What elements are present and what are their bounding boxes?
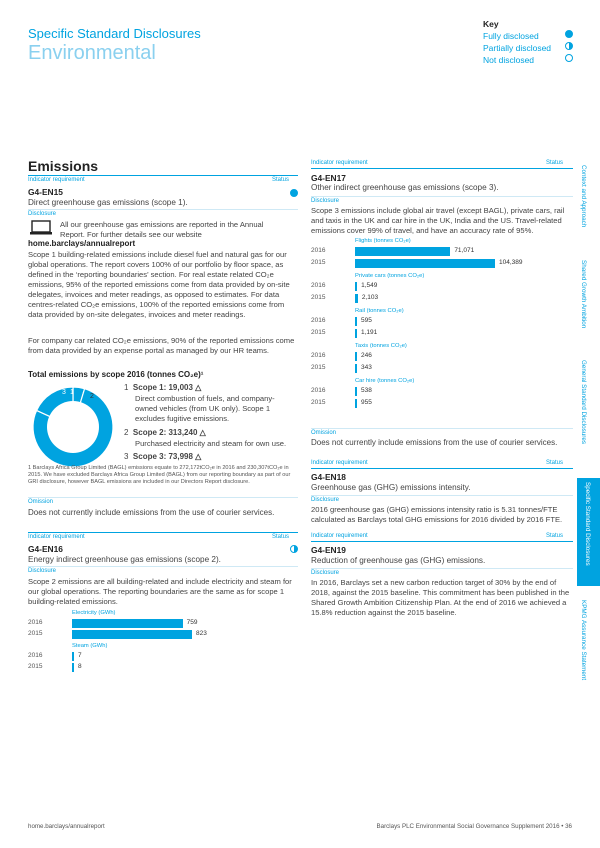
divider <box>28 497 298 498</box>
category-label: 2015 <box>311 364 326 371</box>
divider <box>311 568 573 569</box>
divider <box>28 566 298 567</box>
scope-pie-chart <box>28 382 118 472</box>
en18-title: Greenhouse gas (GHG) emissions intensity. <box>311 483 471 492</box>
section-title: Specific Standard Disclosures <box>28 26 201 41</box>
category-label: 2016 <box>311 317 326 324</box>
footer-page-info: Barclays PLC Environmental Social Governance Supplement 2016 • 36 <box>376 823 572 830</box>
sidebar-item-general[interactable]: General Standard Disclosures <box>580 360 587 444</box>
series-label: Private cars (tonnes CO₂e) <box>355 273 425 279</box>
indicator-requirement-label: Indicator requirement <box>311 533 368 539</box>
bar-value-label: 823 <box>196 630 207 637</box>
series-label: Steam (GWh) <box>72 643 108 649</box>
status-label: Status <box>546 533 564 539</box>
divider <box>28 532 298 533</box>
key-not-label: Not disclosed <box>483 55 535 65</box>
scope2-label: 2 Scope 2: 313,240 △ <box>124 428 206 437</box>
scope1-value: Scope 1: 19,003 △ <box>132 383 202 392</box>
bar <box>355 294 358 303</box>
series-label: Rail (tonnes CO₂e) <box>355 308 404 314</box>
en15-omission: Does not currently include emissions from the use of courier services. <box>28 508 275 517</box>
indicator-requirement-label: Indicator requirement <box>311 460 368 466</box>
category-label: 2016 <box>311 352 326 359</box>
en16-disclosure: Scope 2 emissions are all building-related and include electricity and steam for our global operations. The reporting boundaries are the same as for scope 1 building-related emissions. <box>28 577 292 606</box>
series-label: Flights (tonnes CO₂e) <box>355 238 411 244</box>
status-label: Status <box>546 160 564 166</box>
status-label: Status <box>546 460 564 466</box>
divider <box>311 196 573 197</box>
bar-value-label: 71,071 <box>454 247 475 254</box>
bar <box>355 259 495 268</box>
series-label: Car hire (tonnes CO₂e) <box>355 378 415 384</box>
scope1-description: Direct combustion of fuels, and company-owned vehicles (from UK only). Scope 1 excludes fugitive emissions. <box>135 394 275 423</box>
en15-paragraph-2: For company car related CO₂e emissions, 90% of the reported emissions come from data provided by an expense portal as managed by our HR teams. <box>28 336 295 355</box>
bar-value-label: 104,389 <box>499 259 523 266</box>
series-label: Electricity (GWh) <box>72 610 116 616</box>
scope3-label: 3 Scope 3: 73,998 △ <box>124 452 202 461</box>
total-emissions-title: Total emissions by scope 2016 (tonnes CO₂e)¹ <box>28 370 204 379</box>
scope2-description: Purchased electricity and steam for own use. <box>135 439 287 448</box>
status-label: Status <box>272 177 290 183</box>
category-label: 2016 <box>28 652 43 659</box>
en15-title: Direct greenhouse gas emissions (scope 1). <box>28 198 188 207</box>
fully-disclosed-icon <box>565 30 573 38</box>
bar <box>355 387 357 396</box>
bar-value-label: 2,103 <box>361 294 379 301</box>
series-label: Taxis (tonnes CO₂e) <box>355 343 407 349</box>
scope1-label: 1 Scope 1: 19,003 △ <box>124 383 202 392</box>
disclosure-label: Disclosure <box>311 497 340 503</box>
divider <box>311 495 573 496</box>
en16-title: Energy indirect greenhouse gas emissions (scope 2). <box>28 555 221 564</box>
omission-label: Omission <box>28 499 54 505</box>
divider <box>311 541 573 542</box>
energy-bar-chart <box>28 610 298 690</box>
disclosure-label: Disclosure <box>28 211 57 217</box>
key-legend <box>483 18 573 66</box>
en19-title: Reduction of greenhouse gas (GHG) emissions. <box>311 556 486 565</box>
bar <box>355 352 357 361</box>
bar <box>355 399 357 408</box>
category-label: 2016 <box>28 619 43 626</box>
en15-disclosure: All our greenhouse gas emissions are reported in the Annual Report. For further details see our website <box>60 220 264 239</box>
en18-code: G4-EN18 <box>311 472 346 482</box>
partially-disclosed-icon <box>565 42 573 50</box>
en15-paragraph-1: Scope 1 building-related emissions include diesel fuel and natural gas for our global operations. The report covers 100% of our portfolio by floor space, as defined in the ‘reporting boundaries’ section. For real estate related CO₂e emissions, 95% of the reported emissions come from data provided by on-site delegates, invoices and meter readings, as opposed to estimates. For data centres-related CO₂e emissions, 100% of the reported emissions come from data provided by on-site delegates, invoices and meter readings. <box>28 250 290 319</box>
footer-link[interactable]: home.barclays/annualreport <box>28 823 105 830</box>
divider <box>311 468 573 469</box>
category-label: 2015 <box>28 663 43 670</box>
pie-label-2: 2 <box>90 393 94 400</box>
category-label: 2015 <box>311 259 326 266</box>
sidebar-item-shared-growth[interactable]: Shared Growth Ambition <box>580 260 587 329</box>
partially-disclosed-icon <box>290 545 298 553</box>
travel-bar-chart <box>311 238 573 408</box>
en17-disclosure: Scope 3 emissions include global air travel (except BAGL), private cars, rail and taxis in the UK and car hire in the UK, India and the US. Travel-related emissions cover 99% of travel, and have an accuracy rate of 95%. <box>311 206 565 235</box>
key-title: Key <box>483 19 499 29</box>
bar <box>355 364 357 373</box>
key-partially-label: Partially disclosed <box>483 43 552 53</box>
bar <box>72 663 74 672</box>
category-label: 2015 <box>311 329 326 336</box>
bar <box>72 652 74 661</box>
bar-value-label: 246 <box>361 352 372 359</box>
en18-disclosure: 2016 greenhouse gas (GHG) emissions intensity ratio is 5.31 tonnes/FTE calculated as Barclays total GHG emissions for 2016 divided by 2016 FTE. <box>311 505 563 524</box>
emissions-heading: Emissions <box>28 158 99 174</box>
en17-title: Other indirect greenhouse gas emissions (scope 3). <box>311 183 499 192</box>
en17-omission: Does not currently include emissions from the use of courier services. <box>311 438 558 447</box>
divider <box>311 168 573 169</box>
divider <box>311 428 573 429</box>
disclosure-label: Disclosure <box>311 570 340 576</box>
bar-value-label: 595 <box>361 317 372 324</box>
en16-code: G4-EN16 <box>28 544 63 554</box>
bar <box>72 619 183 628</box>
en15-code: G4-EN15 <box>28 187 63 197</box>
scope3-value: Scope 3: 73,998 △ <box>132 452 202 461</box>
indicator-requirement-label: Indicator requirement <box>28 534 85 540</box>
section-subtitle: Environmental <box>28 42 156 64</box>
en19-disclosure: In 2016, Barclays set a new carbon reduction target of 30% by the end of 2018, against the 2015 baseline. This commitment has been published in the Shared Growth Ambition Citizenship Plan. At the end of 2016 we achieved a 15.8% reduction against the 2015 baseline. <box>311 578 570 617</box>
fully-disclosed-icon <box>290 189 298 197</box>
omission-label: Omission <box>311 430 337 436</box>
bar <box>355 317 357 326</box>
category-label: 2015 <box>311 294 326 301</box>
emissions-footnote: 1 Barclays Africa Group Limited (BAGL) emissions equate to 272,172tCO₂e in 2016 and 230,307tCO₂e in 2015. We have excluded Barclays Africa Group Limited (BAGL) from our reporting boundary as part of our GRI disclosure, however BAGL emissions are included in our Directors Report disclosure. <box>28 465 291 485</box>
indicator-requirement-label: Indicator requirement <box>311 160 368 166</box>
scope2-value: Scope 2: 313,240 △ <box>132 428 206 437</box>
category-label: 2016 <box>311 247 326 254</box>
bar <box>355 282 357 291</box>
bar-value-label: 538 <box>361 387 372 394</box>
sidebar-item-context[interactable]: Context and Approach <box>580 165 587 228</box>
category-label: 2015 <box>311 399 326 406</box>
bar-value-label: 1,549 <box>361 282 378 289</box>
category-label: 2016 <box>311 387 326 394</box>
bar-value-label: 343 <box>361 364 372 371</box>
bar <box>72 630 192 639</box>
key-fully-label: Fully disclosed <box>483 31 539 41</box>
computer-icon <box>30 220 52 235</box>
divider <box>28 209 298 210</box>
sidebar-item-specific[interactable]: Specific Standard Disclosures <box>584 482 591 566</box>
divider <box>28 175 298 176</box>
category-label: 2016 <box>311 282 326 289</box>
disclosure-label: Disclosure <box>311 198 340 204</box>
pie-label-3: 3 <box>62 389 66 396</box>
indicator-requirement-label: Indicator requirement <box>28 177 85 183</box>
bar-value-label: 955 <box>361 399 372 406</box>
en19-code: G4-EN19 <box>311 545 346 555</box>
en17-code: G4-EN17 <box>311 173 346 183</box>
sidebar-item-kpmg[interactable]: KPMG Assurance Statement <box>580 600 587 681</box>
bar-value-label: 7 <box>78 652 82 659</box>
status-label: Status <box>272 534 290 540</box>
bar-value-label: 1,191 <box>361 329 378 336</box>
bar <box>355 329 357 338</box>
category-label: 2015 <box>28 630 43 637</box>
bar <box>355 247 450 256</box>
bar-value-label: 759 <box>186 619 198 626</box>
annual-report-link[interactable]: home.barclays/annualreport <box>28 239 136 248</box>
bar-value-label: 8 <box>78 663 82 670</box>
disclosure-label: Disclosure <box>28 568 57 574</box>
not-disclosed-icon <box>565 54 573 62</box>
pie-label-1: 1 <box>70 389 74 396</box>
